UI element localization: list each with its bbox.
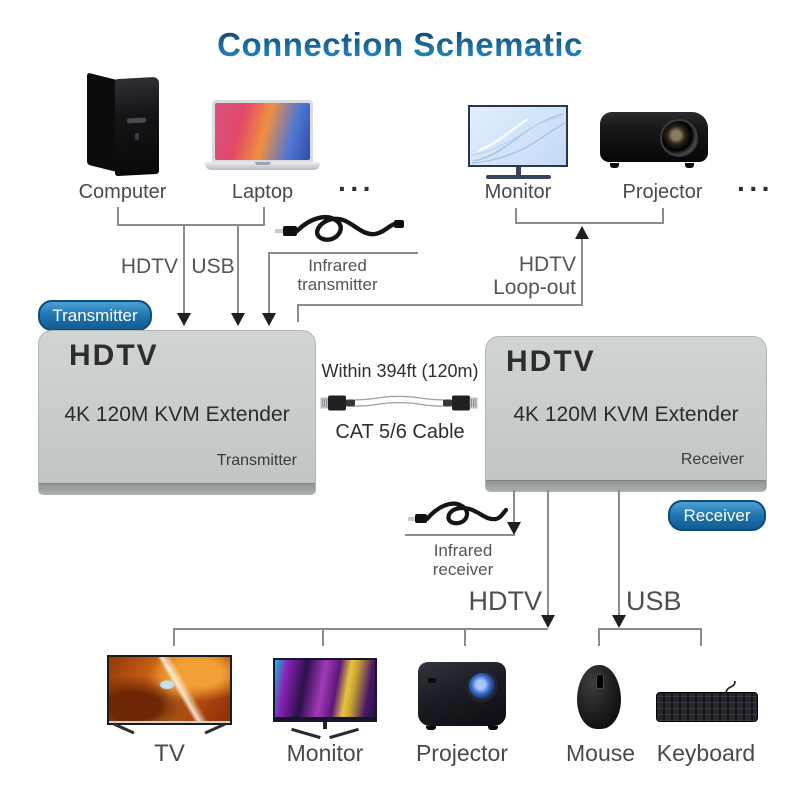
ir-receiver-label: Infrared receiver bbox=[432, 541, 494, 579]
ir-cable-icon bbox=[408, 493, 508, 535]
loopout-horizontal-line bbox=[297, 304, 583, 306]
monitor-bottom-neck bbox=[323, 722, 327, 729]
transmitter-role-text: Transmitter bbox=[216, 452, 297, 469]
monitor-top-image bbox=[468, 105, 569, 180]
ir-rx-line-vertical bbox=[513, 490, 515, 523]
ir-tx-line-vertical bbox=[268, 252, 270, 314]
receiver-badge: Receiver bbox=[668, 500, 766, 531]
arrow-down-icon bbox=[612, 615, 626, 628]
usb-in-label: USB bbox=[191, 255, 235, 278]
projector-vent bbox=[428, 678, 436, 683]
keyboard-label: Keyboard bbox=[656, 740, 756, 766]
usb-out-line bbox=[618, 490, 620, 616]
laptop-wallpaper bbox=[215, 103, 310, 160]
computer-drive-slot bbox=[135, 133, 139, 140]
arrow-down-icon bbox=[541, 615, 555, 628]
projector-bottom-image bbox=[418, 662, 506, 732]
distance-text: Within 394ft (120m) bbox=[321, 361, 479, 381]
page-title: Connection Schematic bbox=[0, 26, 800, 64]
transmitter-badge: Transmitter bbox=[38, 300, 152, 331]
usb-fanout-bus bbox=[598, 628, 702, 630]
receiver-model-text: 4K 120M KVM Extender bbox=[513, 403, 739, 426]
ethernet-cable-icon bbox=[320, 391, 478, 415]
hdtv-fanout-bus bbox=[173, 628, 548, 630]
hdtv-logo: HDTV bbox=[506, 345, 596, 378]
tv-label: TV bbox=[154, 740, 185, 767]
ir-cable-icon bbox=[275, 209, 405, 252]
cable-type-text: CAT 5/6 Cable bbox=[335, 421, 465, 443]
tv-bottom-edge bbox=[109, 721, 230, 723]
laptop-label: Laptop bbox=[231, 181, 294, 203]
tv-tick-line bbox=[173, 628, 175, 646]
mouse-tick-line bbox=[598, 628, 600, 646]
hdtv-out-label: HDTV bbox=[468, 586, 542, 616]
computer-front-panel bbox=[115, 77, 159, 176]
laptop-drop-line bbox=[263, 207, 265, 224]
hdtv-logo: HDTV bbox=[69, 339, 159, 372]
projector-top-image bbox=[600, 108, 708, 168]
display-bus-line bbox=[515, 222, 664, 224]
computer-drop-line bbox=[117, 207, 119, 224]
arrow-up-icon bbox=[575, 226, 589, 239]
keyboard-image bbox=[656, 680, 758, 724]
loopout-label-line2: Loop-out bbox=[493, 276, 576, 299]
monitor-tick-line bbox=[322, 628, 324, 646]
mouse-image bbox=[577, 665, 621, 729]
loopout-stub-line bbox=[297, 304, 299, 322]
receiver-role-text: Receiver bbox=[680, 451, 744, 468]
laptop-notch bbox=[255, 162, 271, 165]
mouse-label: Mouse bbox=[566, 740, 636, 766]
monitor-bottom-image bbox=[273, 658, 377, 736]
hdtv-in-line bbox=[183, 224, 185, 314]
arrow-down-icon bbox=[262, 313, 276, 326]
keyboard-tick-line bbox=[700, 628, 702, 646]
projector-foot bbox=[426, 726, 436, 730]
monitor-leg bbox=[329, 728, 359, 739]
arrow-down-icon bbox=[177, 313, 191, 326]
projector-bottom-lens bbox=[466, 670, 498, 702]
ir-tx-line-horizontal bbox=[268, 252, 418, 254]
computer-logo-bar bbox=[127, 118, 146, 124]
projector-top-label: Projector bbox=[622, 181, 703, 203]
keyboard-body bbox=[656, 692, 758, 722]
more-sources-ellipsis: ··· bbox=[338, 173, 375, 204]
usb-in-line bbox=[237, 224, 239, 314]
more-displays-ellipsis: ··· bbox=[737, 173, 774, 204]
projector-bottom-label: Projector bbox=[415, 740, 509, 766]
hdtv-out-line bbox=[547, 490, 549, 616]
monitor-top-screen bbox=[468, 105, 568, 167]
arrow-down-icon bbox=[231, 313, 245, 326]
projector-top-lens bbox=[660, 119, 698, 157]
receiver-bottom-strip bbox=[486, 480, 766, 491]
transmitter-box bbox=[38, 330, 316, 495]
usb-out-label: USB bbox=[626, 586, 682, 616]
monitor-top-base bbox=[486, 175, 551, 179]
cat-cable-image bbox=[320, 391, 478, 415]
monitor-leg bbox=[291, 728, 321, 739]
loopout-vertical-line bbox=[581, 238, 583, 305]
monitor-top-label: Monitor bbox=[484, 181, 552, 203]
infrared-transmitter-cable-image bbox=[275, 209, 405, 252]
computer-image bbox=[85, 78, 163, 179]
infrared-receiver-cable-image bbox=[408, 493, 508, 535]
monitor-bottom-screen bbox=[273, 658, 377, 722]
projector-tick-line bbox=[464, 628, 466, 646]
monitor-wave-art bbox=[470, 107, 566, 165]
monitor-bottom-label: Monitor bbox=[286, 740, 364, 766]
arrow-down-icon bbox=[507, 522, 521, 535]
loopout-label-line1: HDTV bbox=[518, 253, 576, 276]
transmitter-model-text: 4K 120M KVM Extender bbox=[64, 403, 290, 426]
hdtv-in-label: HDTV bbox=[120, 255, 178, 278]
ir-rx-line-horizontal bbox=[405, 534, 515, 536]
computer-label: Computer bbox=[78, 181, 167, 203]
ir-transmitter-label: Infrared transmitter bbox=[297, 256, 378, 294]
source-bus-line bbox=[117, 224, 265, 226]
receiver-box bbox=[485, 336, 767, 492]
mouse-scroll-wheel bbox=[596, 674, 604, 689]
laptop-image bbox=[205, 100, 320, 172]
projector-foot bbox=[488, 726, 498, 730]
laptop-screen bbox=[212, 100, 313, 163]
transmitter-bottom-strip bbox=[39, 483, 315, 494]
tv-screen bbox=[107, 655, 232, 725]
tv-image bbox=[107, 655, 232, 735]
